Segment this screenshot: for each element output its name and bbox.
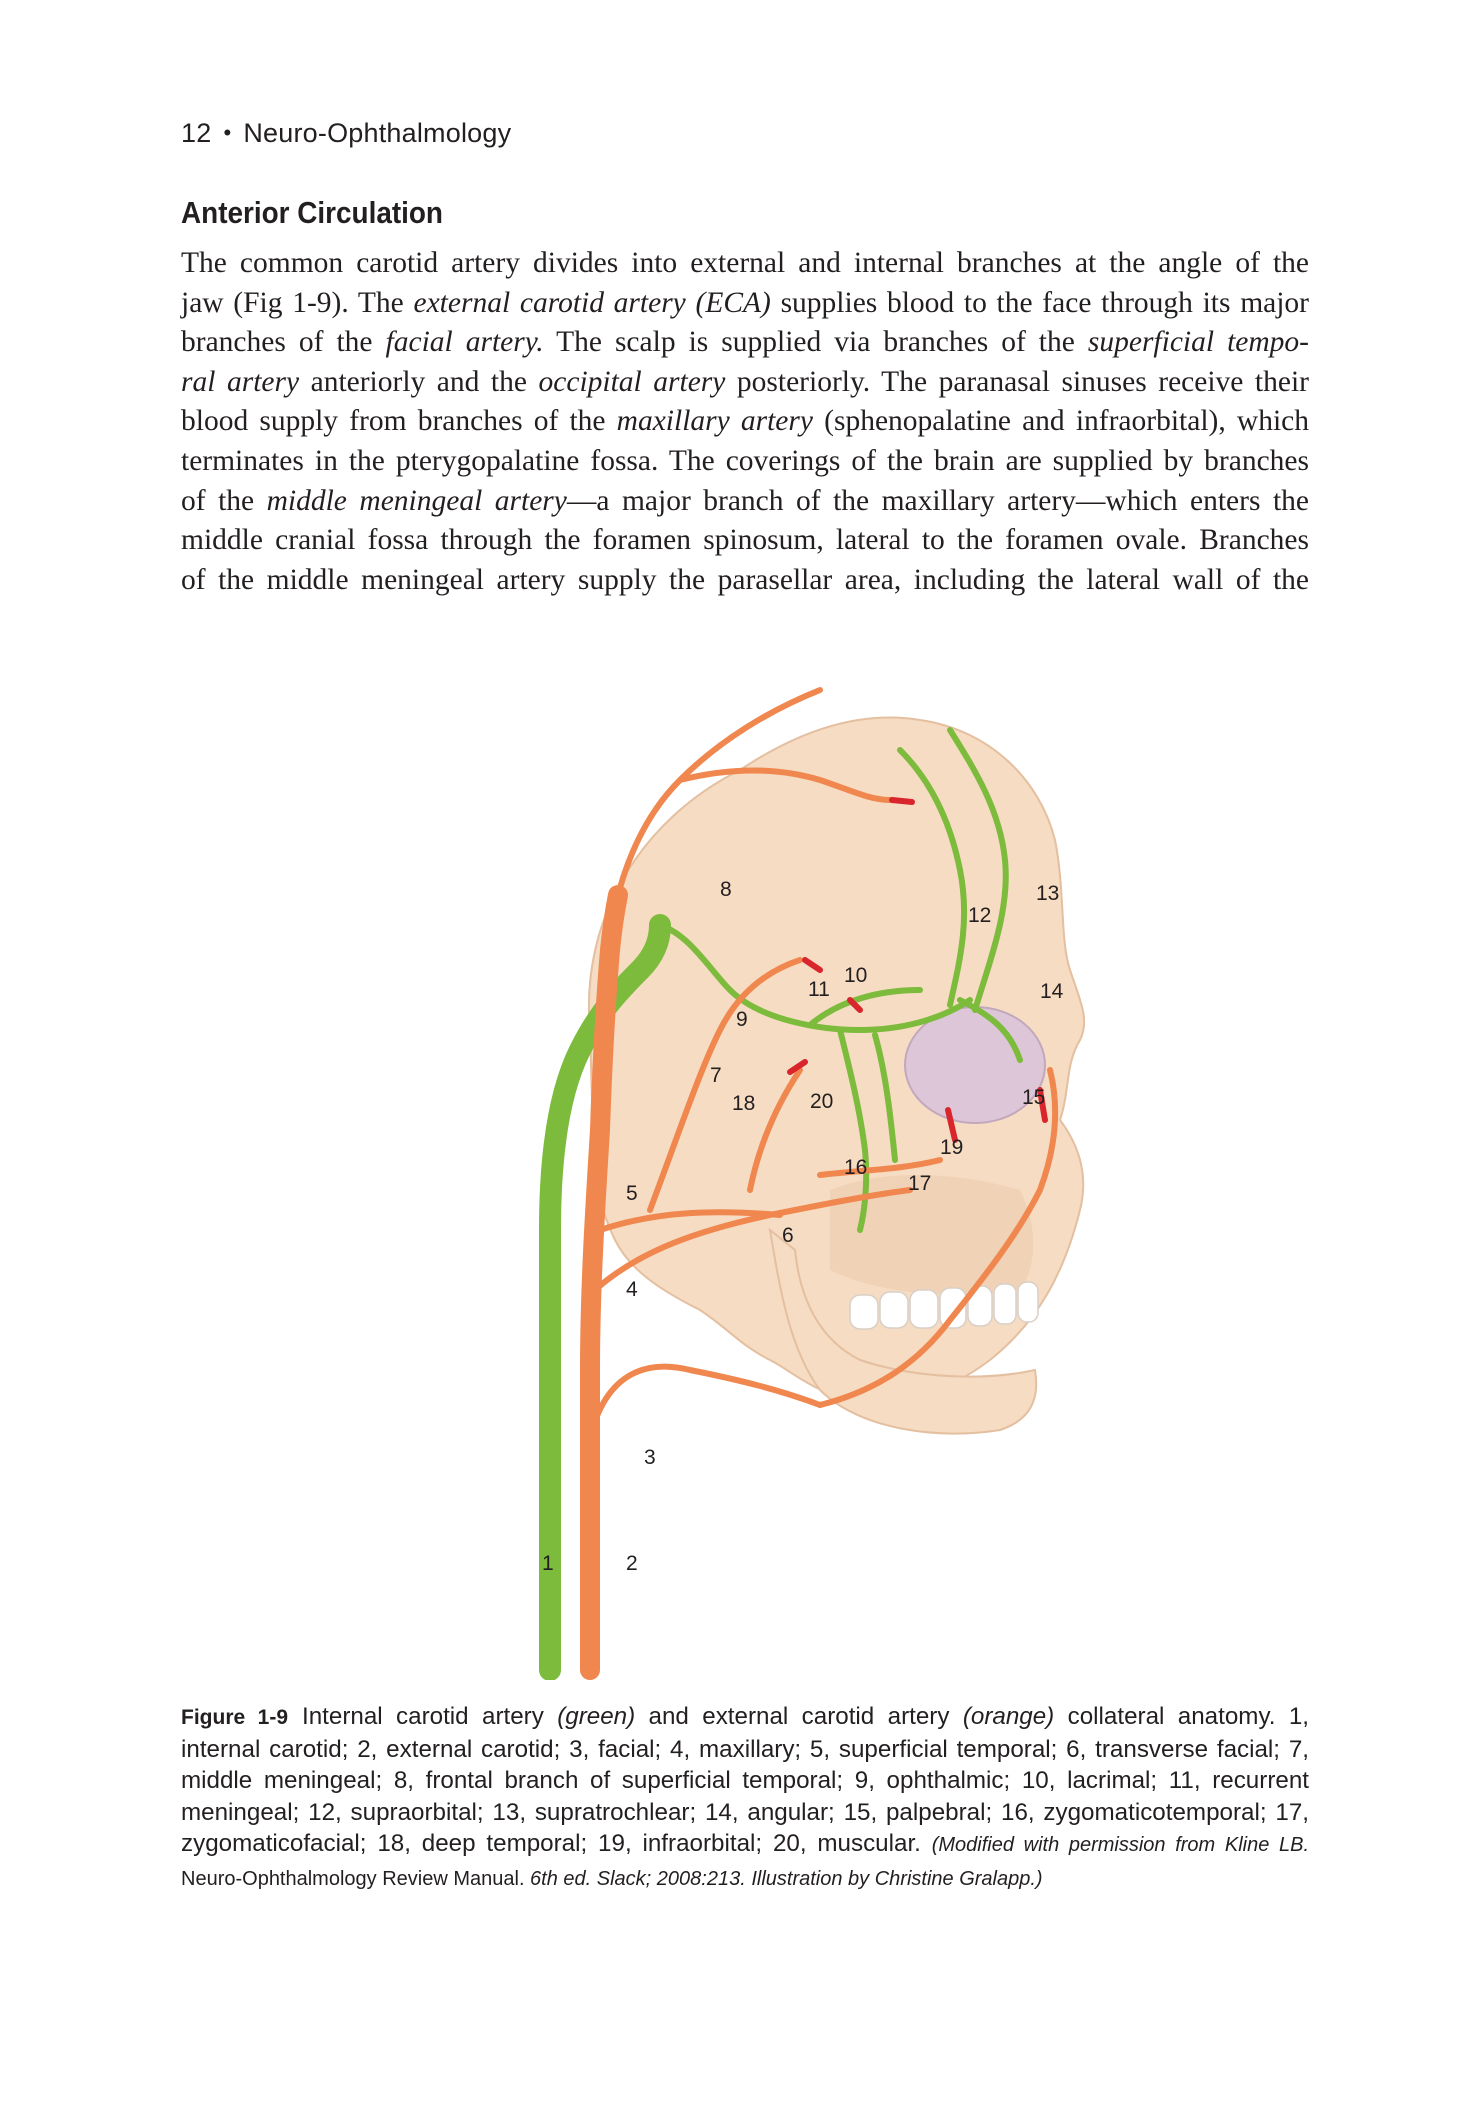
callout-3: 3	[644, 1446, 656, 1469]
body-line	[181, 363, 1309, 403]
body-line	[181, 442, 1309, 482]
callout-10: 10	[844, 964, 868, 987]
bullet-separator: •	[223, 120, 232, 145]
callout-14: 14	[1040, 980, 1064, 1003]
callout-12: 12	[968, 904, 992, 927]
anatomy-figure	[520, 670, 1120, 1680]
callout-1: 1	[542, 1552, 554, 1575]
term-occipital-artery: occipital artery	[538, 365, 726, 398]
callout-2: 2	[626, 1552, 638, 1575]
body-text-span: middle cranial fossa through the foramen spinosum, lateral to the foramen ovale. Branches	[181, 524, 1309, 557]
body-text-span: blood supply from branches of the	[181, 405, 617, 438]
callout-20: 20	[810, 1090, 834, 1113]
callout-8: 8	[720, 878, 732, 901]
running-head	[181, 118, 511, 149]
body-text-span: jaw (Fig 1-9). The	[181, 286, 414, 319]
body-text-span: The common carotid artery divides into external and internal branches at the angle of the	[181, 247, 1309, 279]
carotid-illustration	[520, 670, 1120, 1680]
callout-19: 19	[940, 1136, 964, 1159]
caption-text: Internal carotid artery	[302, 1703, 558, 1730]
term-external-carotid: external carotid artery (ECA)	[413, 286, 771, 319]
credit-title: Neuro-Ophthalmology Review Manual.	[181, 1867, 525, 1890]
term-middle-meningeal: middle meningeal artery	[266, 484, 567, 517]
callout-18: 18	[732, 1092, 756, 1115]
body-line	[181, 561, 1309, 601]
body-text-span: terminates in the pterygopalatine fossa. The coverings of the brain are supplied by branches	[181, 444, 1309, 477]
page-number: 12	[181, 118, 212, 148]
body-text-span: of the middle meningeal artery supply the parasellar area, including the lateral wall of the	[181, 563, 1309, 596]
caption-text: collateral anatomy. 1, internal carotid; 2, external carotid; 3, facial; 4, maxillary; 5, superficial temporal; 6, transverse facial; 7, middle meningeal; 8, frontal branch of superficial temporal; 9, ophthalmic; 10, lacrimal; 11, recurrent meningeal; 12, supraorbital; 13, supratrochlear; 14, angular; 15, palpebral; 16, zygomaticotemporal; 17, zygomaticofacial; 18, deep temporal; 19, infraorbital; 20, muscular.	[181, 1703, 1309, 1858]
book-title: Neuro-Ophthalmology	[243, 118, 512, 148]
caption-green: (green)	[557, 1703, 636, 1730]
term-superficial-temporal-cont: ral artery	[181, 365, 300, 398]
callout-7: 7	[710, 1064, 722, 1087]
section-heading: Anterior Circulation	[181, 195, 443, 230]
maxilla-shape	[830, 1175, 1033, 1295]
body-line	[181, 521, 1309, 561]
body-line	[181, 323, 1309, 363]
body-text-span: of the	[181, 484, 267, 517]
callout-6: 6	[782, 1224, 794, 1247]
term-facial-artery: facial artery.	[385, 326, 544, 359]
callout-13: 13	[1036, 882, 1060, 905]
body-text-span: (sphenopalatine and infraorbital), which	[812, 405, 1309, 438]
term-maxillary-artery: maxillary artery	[616, 405, 813, 438]
callout-5: 5	[626, 1182, 638, 1205]
body-line	[181, 402, 1309, 442]
facial-artery	[592, 1367, 820, 1430]
callout-17: 17	[908, 1172, 932, 1195]
callout-16: 16	[844, 1156, 868, 1179]
body-text-span: —a major branch of the maxillary artery—which enters the	[566, 484, 1309, 517]
body-line	[181, 284, 1309, 324]
caption-orange: (orange)	[962, 1703, 1055, 1730]
figure-caption	[181, 1701, 1309, 1896]
callout-15: 15	[1022, 1086, 1046, 1109]
body-paragraph	[181, 244, 1309, 600]
body-text-span: branches of the	[181, 326, 386, 359]
credit-italic: (Modified with permission from Kline LB.	[931, 1834, 1310, 1857]
callout-9: 9	[736, 1008, 748, 1031]
body-text-span: The scalp is supplied via branches of the	[543, 326, 1088, 359]
caption-text: and external carotid artery	[635, 1703, 963, 1730]
body-text-span: supplies blood to the face through its major	[770, 286, 1310, 319]
body-text-span: anteriorly and the	[299, 365, 539, 398]
figure-label: Figure 1-9	[181, 1706, 288, 1729]
body-line	[181, 244, 1309, 284]
callout-11: 11	[808, 978, 830, 1001]
term-superficial-temporal: superficial tempo-	[1087, 326, 1309, 359]
callout-4: 4	[626, 1278, 638, 1301]
credit-italic: 6th ed. Slack; 2008:213. Illustration by Christine Gralapp.)	[524, 1867, 1043, 1890]
body-line	[181, 482, 1309, 522]
body-text-span: posteriorly. The paranasal sinuses receive their	[725, 365, 1309, 398]
